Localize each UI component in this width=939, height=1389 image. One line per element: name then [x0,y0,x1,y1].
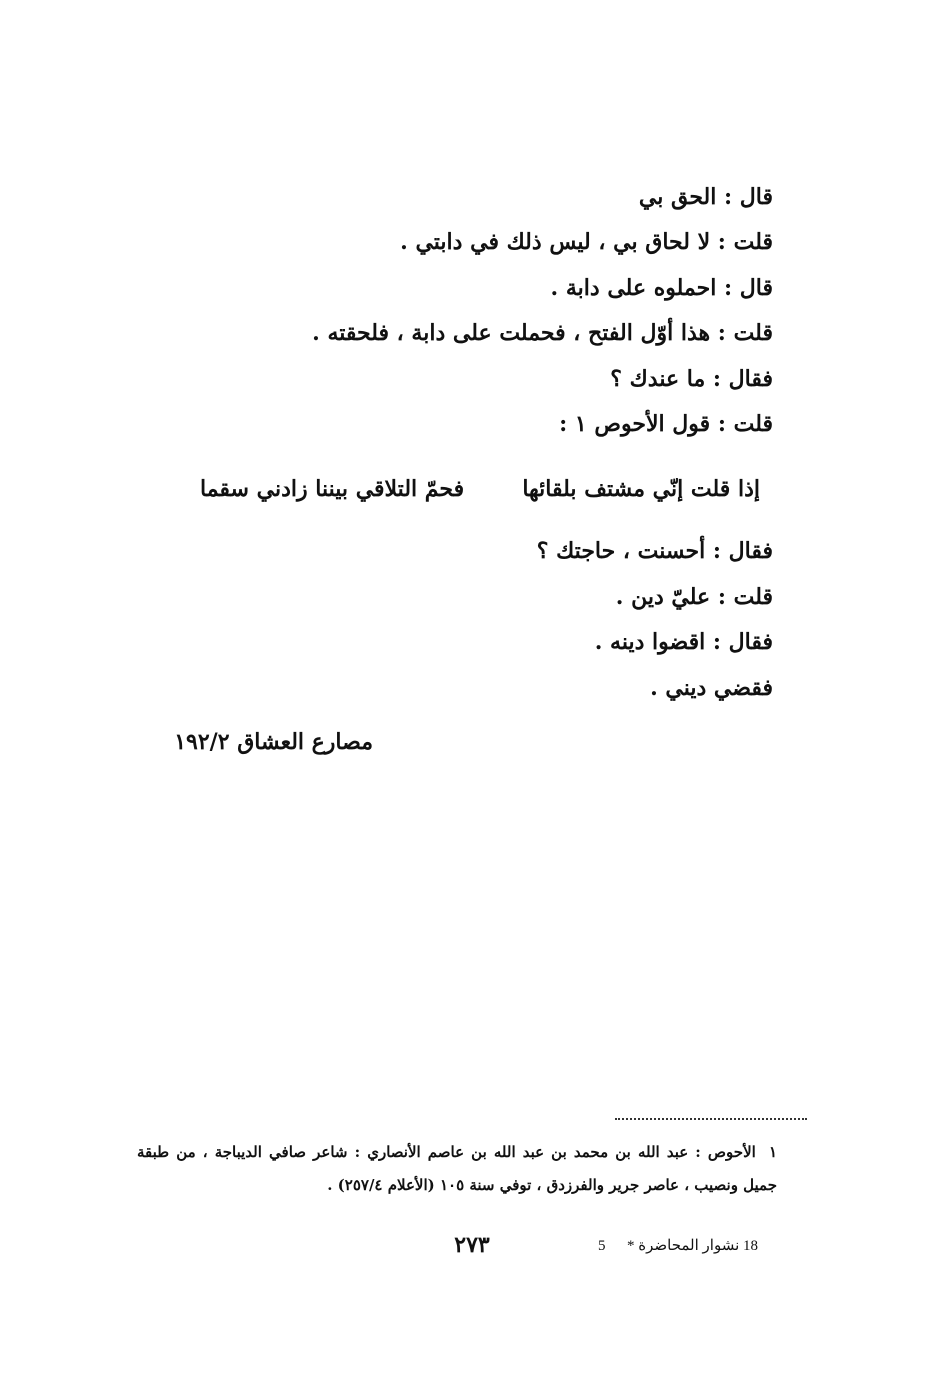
printer-signature [598,1236,758,1255]
page-number: ٢٧٣ [454,1232,490,1258]
dialogue-line: فقال : اقضوا دينه . [594,629,773,655]
verse-first-hemistich: إذا قلت إنّي مشتف بلقائها [522,476,760,502]
dialogue-line: قلت : عليّ دين . [615,584,773,610]
footnote [137,1136,777,1202]
signature-title: نشوار المحاضرة [638,1238,740,1254]
dialogue-line: فقال : أحسنت ، حاجتك ؟ [536,538,773,564]
dialogue-line: قال : احملوه على دابة . [550,275,773,301]
dialogue-line: فقضي ديني . [650,675,773,701]
verse-second-hemistich: فحمّ التلاقي بيننا زادني سقما [200,476,465,502]
dialogue-line: قلت : لا لحاق بي ، ليس ذلك في دابتي . [400,229,773,255]
dialogue-line: قلت : قول الأحوص ١ : [559,411,773,437]
signature-part: 5 [598,1238,606,1254]
source-reference: مصارع العشاق ١٩٢/٢ [174,729,373,755]
dialogue-line: قلت : هذا أوّل الفتح ، فحملت على دابة ، فلحقته . [312,320,773,346]
footnote-divider [615,1118,807,1120]
footnote-text: الأحوص : عبد الله بن محمد بن عبد الله بن عاصم الأنصاري : شاعر صافي الديباجة ، من طبقة جميل ونصيب ، عاصر جرير والفرزدق ، توفي سنة ١٠٥ (الأعلام ٢٥٧/٤) . [137,1143,777,1194]
signature-sheet: 18 [743,1238,759,1254]
poetry-verse [200,474,760,504]
footnote-marker: ١ [768,1143,777,1161]
signature-star: * [627,1238,635,1254]
dialogue-line: قال : الحق بي [638,184,773,210]
dialogue-line: فقال : ما عندك ؟ [610,366,773,392]
